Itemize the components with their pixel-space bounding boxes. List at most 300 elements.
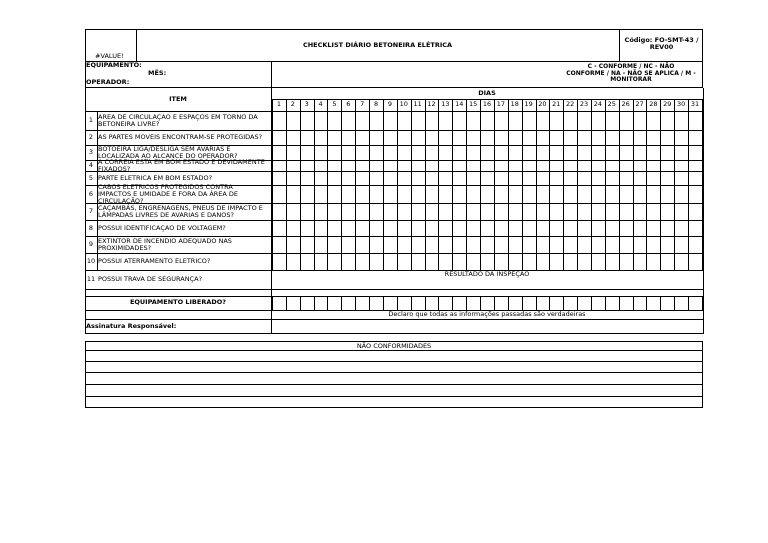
check-cell[interactable] [523, 172, 536, 185]
check-cell[interactable] [412, 221, 425, 236]
check-cell[interactable] [467, 221, 480, 236]
check-cell[interactable] [606, 146, 619, 160]
released-cell[interactable] [634, 297, 647, 310]
check-cell[interactable] [550, 221, 563, 236]
check-cell[interactable] [370, 254, 383, 270]
check-cell[interactable] [675, 204, 688, 220]
check-cell[interactable] [467, 237, 480, 253]
check-cell[interactable] [356, 131, 369, 145]
check-cell[interactable] [661, 204, 674, 220]
check-cell[interactable] [606, 131, 619, 145]
check-cell[interactable] [398, 172, 411, 185]
check-cell[interactable] [592, 112, 605, 130]
check-cell[interactable] [495, 221, 508, 236]
check-cell[interactable] [328, 254, 341, 270]
check-cell[interactable] [578, 146, 591, 160]
check-cell[interactable] [481, 172, 494, 185]
check-cell[interactable] [328, 221, 341, 236]
check-cell[interactable] [412, 204, 425, 220]
check-cell[interactable] [634, 172, 647, 185]
check-cell[interactable] [287, 221, 300, 236]
check-cell[interactable] [495, 204, 508, 220]
check-cell[interactable] [315, 161, 328, 171]
check-cell[interactable] [467, 172, 480, 185]
check-cell[interactable] [647, 131, 660, 145]
check-cell[interactable] [634, 112, 647, 130]
check-cell[interactable] [273, 112, 286, 130]
check-cell[interactable] [689, 237, 702, 253]
check-cell[interactable] [523, 204, 536, 220]
check-cell[interactable] [675, 172, 688, 185]
check-cell[interactable] [606, 112, 619, 130]
released-cell[interactable] [675, 297, 688, 310]
check-cell[interactable] [634, 237, 647, 253]
released-cell[interactable] [315, 297, 328, 310]
check-cell[interactable] [620, 131, 633, 145]
check-cell[interactable] [495, 254, 508, 270]
check-cell[interactable] [634, 221, 647, 236]
check-cell[interactable] [523, 254, 536, 270]
check-cell[interactable] [481, 112, 494, 130]
check-cell[interactable] [675, 131, 688, 145]
check-cell[interactable] [592, 186, 605, 203]
released-cell[interactable] [370, 297, 383, 310]
check-cell[interactable] [287, 254, 300, 270]
check-cell[interactable] [398, 131, 411, 145]
check-cell[interactable] [578, 204, 591, 220]
check-cell[interactable] [384, 146, 397, 160]
check-cell[interactable] [495, 131, 508, 145]
check-cell[interactable] [675, 221, 688, 236]
check-cell[interactable] [481, 131, 494, 145]
check-cell[interactable] [342, 254, 355, 270]
check-cell[interactable] [537, 161, 550, 171]
check-cell[interactable] [315, 186, 328, 203]
check-cell[interactable] [509, 204, 522, 220]
check-cell[interactable] [301, 254, 314, 270]
released-cell[interactable] [523, 297, 536, 310]
check-cell[interactable] [315, 146, 328, 160]
check-cell[interactable] [550, 254, 563, 270]
check-cell[interactable] [398, 204, 411, 220]
check-cell[interactable] [439, 172, 452, 185]
released-cell[interactable] [301, 297, 314, 310]
check-cell[interactable] [620, 237, 633, 253]
check-cell[interactable] [550, 146, 563, 160]
check-cell[interactable] [342, 161, 355, 171]
released-cell[interactable] [661, 297, 674, 310]
check-cell[interactable] [537, 172, 550, 185]
check-cell[interactable] [439, 221, 452, 236]
check-cell[interactable] [509, 131, 522, 145]
check-cell[interactable] [398, 221, 411, 236]
check-cell[interactable] [439, 112, 452, 130]
check-cell[interactable] [509, 172, 522, 185]
check-cell[interactable] [634, 254, 647, 270]
check-cell[interactable] [564, 172, 577, 185]
check-cell[interactable] [606, 186, 619, 203]
check-cell[interactable] [523, 146, 536, 160]
check-cell[interactable] [689, 112, 702, 130]
check-cell[interactable] [523, 221, 536, 236]
released-cell[interactable] [342, 297, 355, 310]
released-cell[interactable] [647, 297, 660, 310]
check-cell[interactable] [453, 112, 466, 130]
check-cell[interactable] [315, 237, 328, 253]
check-cell[interactable] [342, 172, 355, 185]
check-cell[interactable] [675, 161, 688, 171]
check-cell[interactable] [675, 146, 688, 160]
check-cell[interactable] [537, 131, 550, 145]
check-cell[interactable] [273, 161, 286, 171]
check-cell[interactable] [301, 221, 314, 236]
check-cell[interactable] [328, 131, 341, 145]
check-cell[interactable] [481, 204, 494, 220]
check-cell[interactable] [467, 254, 480, 270]
check-cell[interactable] [453, 146, 466, 160]
check-cell[interactable] [412, 254, 425, 270]
check-cell[interactable] [592, 146, 605, 160]
check-cell[interactable] [550, 237, 563, 253]
check-cell[interactable] [661, 237, 674, 253]
check-cell[interactable] [481, 146, 494, 160]
check-cell[interactable] [550, 112, 563, 130]
check-cell[interactable] [689, 161, 702, 171]
check-cell[interactable] [634, 161, 647, 171]
check-cell[interactable] [398, 146, 411, 160]
check-cell[interactable] [356, 254, 369, 270]
check-cell[interactable] [550, 161, 563, 171]
check-cell[interactable] [328, 112, 341, 130]
check-cell[interactable] [356, 172, 369, 185]
check-cell[interactable] [467, 161, 480, 171]
check-cell[interactable] [537, 204, 550, 220]
check-cell[interactable] [467, 146, 480, 160]
check-cell[interactable] [301, 186, 314, 203]
check-cell[interactable] [647, 172, 660, 185]
check-cell[interactable] [315, 204, 328, 220]
check-cell[interactable] [439, 161, 452, 171]
check-cell[interactable] [356, 237, 369, 253]
check-cell[interactable] [550, 172, 563, 185]
check-cell[interactable] [481, 161, 494, 171]
check-cell[interactable] [453, 186, 466, 203]
check-cell[interactable] [647, 204, 660, 220]
check-cell[interactable] [273, 172, 286, 185]
check-cell[interactable] [384, 161, 397, 171]
check-cell[interactable] [287, 112, 300, 130]
check-cell[interactable] [509, 146, 522, 160]
check-cell[interactable] [509, 161, 522, 171]
check-cell[interactable] [398, 254, 411, 270]
check-cell[interactable] [287, 186, 300, 203]
check-cell[interactable] [606, 254, 619, 270]
check-cell[interactable] [675, 112, 688, 130]
check-cell[interactable] [661, 146, 674, 160]
check-cell[interactable] [301, 237, 314, 253]
check-cell[interactable] [495, 112, 508, 130]
check-cell[interactable] [328, 237, 341, 253]
check-cell[interactable] [426, 146, 439, 160]
check-cell[interactable] [342, 146, 355, 160]
check-cell[interactable] [550, 186, 563, 203]
check-cell[interactable] [675, 254, 688, 270]
check-cell[interactable] [578, 254, 591, 270]
check-cell[interactable] [453, 161, 466, 171]
check-cell[interactable] [592, 254, 605, 270]
check-cell[interactable] [426, 172, 439, 185]
check-cell[interactable] [453, 254, 466, 270]
released-cell[interactable] [328, 297, 341, 310]
released-cell[interactable] [356, 297, 369, 310]
check-cell[interactable] [689, 186, 702, 203]
check-cell[interactable] [315, 131, 328, 145]
check-cell[interactable] [412, 131, 425, 145]
released-cell[interactable] [453, 297, 466, 310]
check-cell[interactable] [606, 221, 619, 236]
check-cell[interactable] [689, 146, 702, 160]
check-cell[interactable] [661, 221, 674, 236]
released-cell[interactable] [273, 297, 286, 310]
released-cell[interactable] [592, 297, 605, 310]
check-cell[interactable] [661, 112, 674, 130]
check-cell[interactable] [550, 204, 563, 220]
check-cell[interactable] [370, 237, 383, 253]
check-cell[interactable] [273, 237, 286, 253]
released-cell[interactable] [384, 297, 397, 310]
check-cell[interactable] [647, 112, 660, 130]
released-cell[interactable] [412, 297, 425, 310]
check-cell[interactable] [356, 112, 369, 130]
check-cell[interactable] [523, 112, 536, 130]
check-cell[interactable] [495, 172, 508, 185]
check-cell[interactable] [620, 172, 633, 185]
check-cell[interactable] [301, 161, 314, 171]
check-cell[interactable] [578, 237, 591, 253]
check-cell[interactable] [439, 254, 452, 270]
check-cell[interactable] [564, 204, 577, 220]
check-cell[interactable] [647, 254, 660, 270]
check-cell[interactable] [356, 221, 369, 236]
check-cell[interactable] [675, 186, 688, 203]
check-cell[interactable] [398, 112, 411, 130]
check-cell[interactable] [564, 161, 577, 171]
check-cell[interactable] [384, 172, 397, 185]
released-cell[interactable] [509, 297, 522, 310]
check-cell[interactable] [439, 204, 452, 220]
check-cell[interactable] [606, 204, 619, 220]
check-cell[interactable] [661, 254, 674, 270]
check-cell[interactable] [412, 112, 425, 130]
check-cell[interactable] [495, 237, 508, 253]
check-cell[interactable] [287, 172, 300, 185]
check-cell[interactable] [661, 186, 674, 203]
check-cell[interactable] [439, 237, 452, 253]
check-cell[interactable] [523, 161, 536, 171]
check-cell[interactable] [370, 131, 383, 145]
check-cell[interactable] [620, 186, 633, 203]
check-cell[interactable] [315, 221, 328, 236]
signature-field[interactable] [272, 320, 703, 334]
check-cell[interactable] [592, 221, 605, 236]
check-cell[interactable] [578, 186, 591, 203]
check-cell[interactable] [509, 237, 522, 253]
check-cell[interactable] [578, 112, 591, 130]
check-cell[interactable] [301, 131, 314, 145]
released-cell[interactable] [620, 297, 633, 310]
check-cell[interactable] [356, 204, 369, 220]
check-cell[interactable] [523, 237, 536, 253]
check-cell[interactable] [356, 161, 369, 171]
check-cell[interactable] [634, 186, 647, 203]
check-cell[interactable] [384, 112, 397, 130]
check-cell[interactable] [384, 221, 397, 236]
check-cell[interactable] [467, 112, 480, 130]
check-cell[interactable] [426, 204, 439, 220]
released-cell[interactable] [398, 297, 411, 310]
check-cell[interactable] [689, 221, 702, 236]
check-cell[interactable] [509, 112, 522, 130]
check-cell[interactable] [439, 131, 452, 145]
check-cell[interactable] [495, 186, 508, 203]
released-cell[interactable] [467, 297, 480, 310]
check-cell[interactable] [315, 172, 328, 185]
check-cell[interactable] [661, 161, 674, 171]
check-cell[interactable] [537, 112, 550, 130]
check-cell[interactable] [356, 146, 369, 160]
check-cell[interactable] [481, 221, 494, 236]
check-cell[interactable] [675, 237, 688, 253]
check-cell[interactable] [342, 237, 355, 253]
check-cell[interactable] [439, 146, 452, 160]
check-cell[interactable] [287, 237, 300, 253]
check-cell[interactable] [620, 112, 633, 130]
check-cell[interactable] [620, 161, 633, 171]
released-cell[interactable] [578, 297, 591, 310]
released-cell[interactable] [537, 297, 550, 310]
check-cell[interactable] [647, 186, 660, 203]
check-cell[interactable] [412, 186, 425, 203]
check-cell[interactable] [453, 204, 466, 220]
check-cell[interactable] [412, 237, 425, 253]
released-cell[interactable] [689, 297, 702, 310]
check-cell[interactable] [370, 112, 383, 130]
check-cell[interactable] [481, 186, 494, 203]
check-cell[interactable] [426, 237, 439, 253]
check-cell[interactable] [384, 254, 397, 270]
check-cell[interactable] [370, 146, 383, 160]
check-cell[interactable] [301, 172, 314, 185]
check-cell[interactable] [592, 161, 605, 171]
check-cell[interactable] [537, 254, 550, 270]
check-cell[interactable] [689, 131, 702, 145]
check-cell[interactable] [426, 112, 439, 130]
check-cell[interactable] [328, 161, 341, 171]
check-cell[interactable] [453, 172, 466, 185]
check-cell[interactable] [606, 237, 619, 253]
check-cell[interactable] [328, 204, 341, 220]
check-cell[interactable] [370, 186, 383, 203]
check-cell[interactable] [384, 131, 397, 145]
check-cell[interactable] [412, 146, 425, 160]
check-cell[interactable] [661, 172, 674, 185]
check-cell[interactable] [370, 172, 383, 185]
check-cell[interactable] [273, 186, 286, 203]
check-cell[interactable] [620, 146, 633, 160]
released-cell[interactable] [287, 297, 300, 310]
check-cell[interactable] [495, 146, 508, 160]
check-cell[interactable] [342, 112, 355, 130]
check-cell[interactable] [578, 221, 591, 236]
check-cell[interactable] [564, 237, 577, 253]
check-cell[interactable] [537, 221, 550, 236]
check-cell[interactable] [578, 131, 591, 145]
check-cell[interactable] [398, 186, 411, 203]
released-cell[interactable] [426, 297, 439, 310]
check-cell[interactable] [273, 131, 286, 145]
check-cell[interactable] [689, 172, 702, 185]
check-cell[interactable] [564, 112, 577, 130]
released-cell[interactable] [606, 297, 619, 310]
check-cell[interactable] [564, 146, 577, 160]
check-cell[interactable] [647, 146, 660, 160]
check-cell[interactable] [328, 146, 341, 160]
check-cell[interactable] [467, 131, 480, 145]
check-cell[interactable] [606, 161, 619, 171]
check-cell[interactable] [370, 204, 383, 220]
check-cell[interactable] [481, 254, 494, 270]
check-cell[interactable] [592, 237, 605, 253]
check-cell[interactable] [550, 131, 563, 145]
check-cell[interactable] [620, 221, 633, 236]
check-cell[interactable] [342, 131, 355, 145]
released-cell[interactable] [439, 297, 452, 310]
released-cell[interactable] [481, 297, 494, 310]
check-cell[interactable] [509, 254, 522, 270]
check-cell[interactable] [453, 237, 466, 253]
check-cell[interactable] [453, 131, 466, 145]
check-cell[interactable] [509, 186, 522, 203]
check-cell[interactable] [426, 221, 439, 236]
check-cell[interactable] [634, 146, 647, 160]
check-cell[interactable] [426, 254, 439, 270]
check-cell[interactable] [592, 131, 605, 145]
check-cell[interactable] [426, 186, 439, 203]
check-cell[interactable] [537, 146, 550, 160]
check-cell[interactable] [592, 172, 605, 185]
check-cell[interactable] [689, 254, 702, 270]
released-cell[interactable] [564, 297, 577, 310]
check-cell[interactable] [564, 131, 577, 145]
check-cell[interactable] [301, 112, 314, 130]
check-cell[interactable] [412, 172, 425, 185]
check-cell[interactable] [467, 186, 480, 203]
check-cell[interactable] [384, 237, 397, 253]
check-cell[interactable] [647, 237, 660, 253]
check-cell[interactable] [523, 131, 536, 145]
check-cell[interactable] [647, 161, 660, 171]
check-cell[interactable] [398, 161, 411, 171]
check-cell[interactable] [315, 254, 328, 270]
check-cell[interactable] [509, 221, 522, 236]
check-cell[interactable] [467, 204, 480, 220]
check-cell[interactable] [370, 161, 383, 171]
check-cell[interactable] [287, 161, 300, 171]
check-cell[interactable] [578, 161, 591, 171]
check-cell[interactable] [342, 186, 355, 203]
check-cell[interactable] [606, 172, 619, 185]
check-cell[interactable] [328, 172, 341, 185]
